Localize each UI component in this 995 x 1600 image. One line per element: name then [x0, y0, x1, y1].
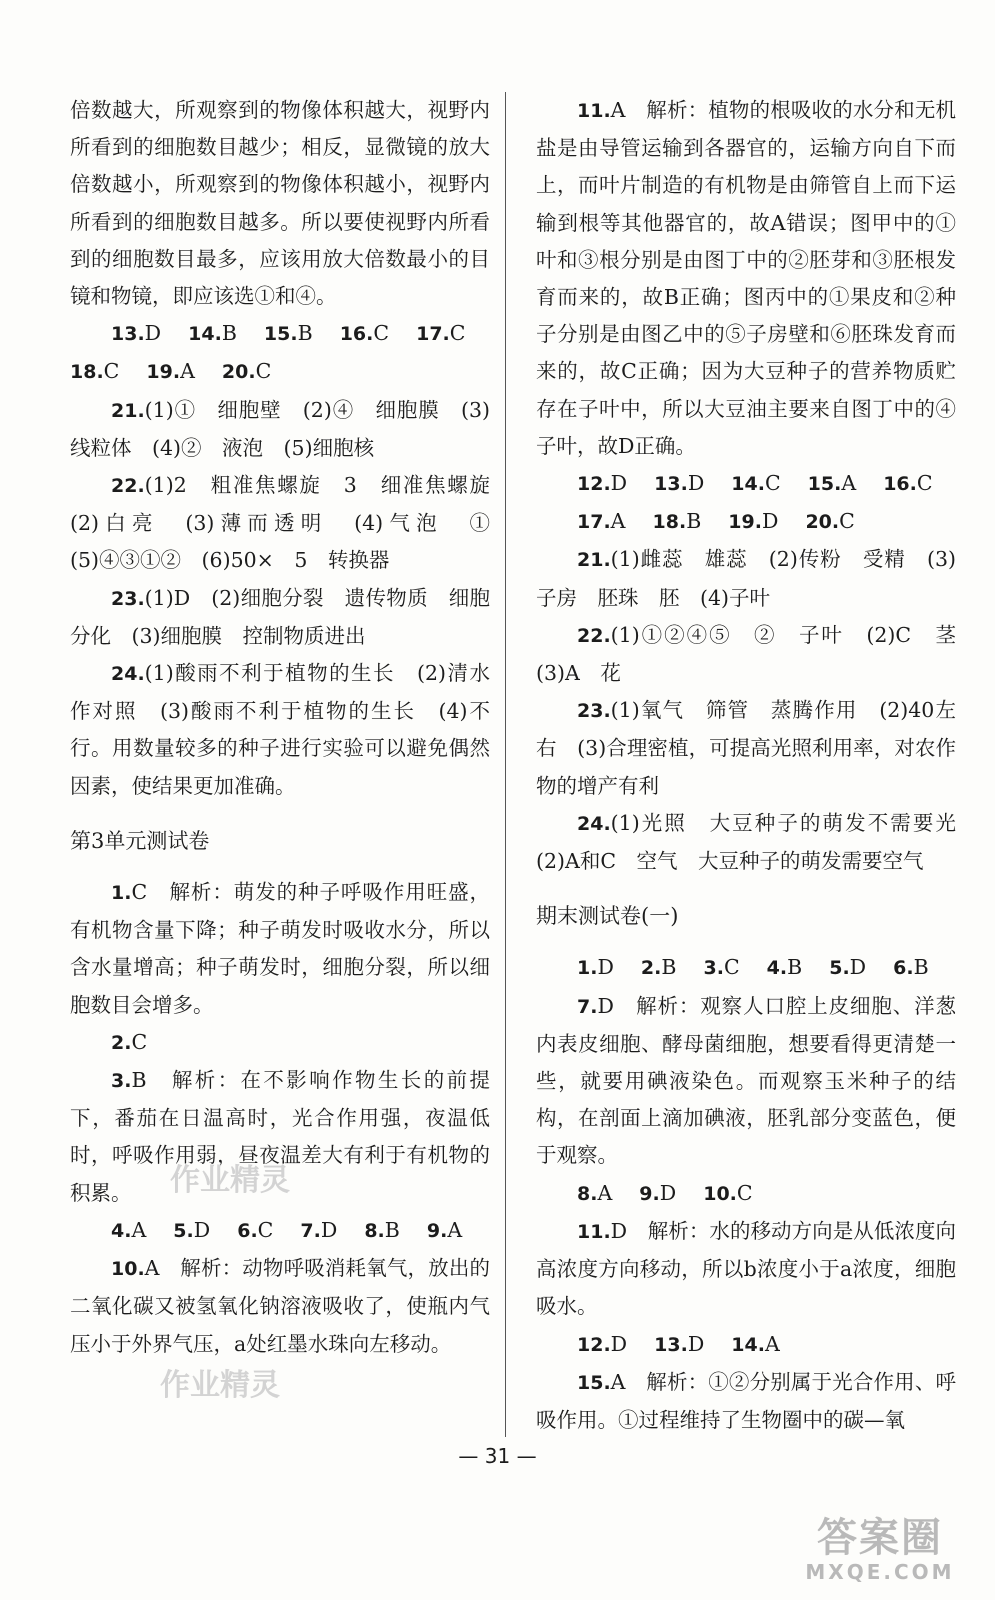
- answer-24: 24.(1)酸雨不利于植物的生长 (2)清水 作对照 (3)酸雨不利于植物的生长 (4)不行。用数量较多的种子进行实验可以避免偶然因素，使结果更加准确。: [70, 661, 511, 798]
- answer-u3-17-20: 17.A 18.B 19.D 20.C: [577, 509, 855, 534]
- answer-final-7: 7.D 解析：观察人口腔上皮细胞、洋葱内表皮细胞、酵母菌细胞，想要看得更清楚一些，就要用碘液染色。而观察玉米种子的结构，在剖面上滴加碘液，胚乳部分变蓝色，便于观察。: [536, 993, 956, 1168]
- answer-u3-22: 22.(1)①②④⑤ ② 子叶 (2)C 茎 (3)A 花: [536, 622, 977, 686]
- column-divider: [505, 92, 506, 1437]
- answer-u3-23: 23.(1)氧气 筛管 蒸腾作用 (2)40左右 (3)合理密植，可提高光照利用率，对农作物的增产有利: [536, 698, 956, 798]
- answer-u3-11: 11.A 解析：植物的根吸收的水分和无机盐是由导管运输到各器官的，运输方向自下而上，而叶片制造的有机物是由筛管自上而下运输到根等其他器官的，故A错误；图甲中的①叶和③根分别是由图丁中的②胚芽和③胚根发育而来的，故B正确；图丙中的①果皮和②种子分别是由图乙中的⑤子房壁和⑥胚珠发育而来的，故C正确；因为大豆种子的营养物质贮存在子叶中，所以大豆油主要来自图丁中的④子叶，故D正确。: [536, 98, 956, 458]
- answer-final-8-10: 8.A 9.D 10.C: [577, 1180, 753, 1205]
- answer-row-18-20: 18.C 19.A 20.C: [70, 359, 272, 384]
- section-title-final-exam: 期末测试卷(一): [536, 904, 679, 929]
- watermark-logo-title: 答案圈: [817, 1515, 943, 1561]
- answer-continuation: 倍数越大，所观察到的物像体积越大，视野内所看到的细胞数目越少；相反，显微镜的放大倍数越小，所观察到的物像体积越小，视野内所看到的细胞数目越多。所以要使视野内所看到的细胞数目最多，应该用放大倍数最小的目镜和物镜，即应该选①和④。: [70, 98, 490, 309]
- watermark-text: 作业精灵: [170, 1163, 290, 1198]
- answer-final-11: 11.D 解析：水的移动方向是从低浓度向高浓度方向移动，所以b浓度小于a浓度，细胞吸水。: [536, 1218, 956, 1319]
- answer-row-13-17: 13.D 14.B 15.B 16.C 17.C: [111, 321, 466, 346]
- page-number: — 31 —: [458, 1444, 537, 1468]
- answer-u3-12-16: 12.D 13.D 14.C 15.A 16.C: [577, 471, 933, 496]
- watermark-logo-url: MXQE.COM: [805, 1560, 955, 1584]
- answer-u3-10: 10.A 解析：动物呼吸消耗氧气，放出的二氧化碳又被氢氧化钠溶液吸收了，使瓶内气压小于外界气压，a处红墨水珠向左移动。: [70, 1256, 490, 1356]
- answer-u3-2: 2.C: [111, 1029, 148, 1054]
- answer-final-15: 15.A 解析：①②分别属于光合作用、呼吸作用。①过程维持了生物圈中的碳—氧: [536, 1369, 956, 1432]
- answer-23: 23.(1)D (2)细胞分裂 遗传物质 细胞分化 (3)细胞膜 控制物质进出: [70, 585, 490, 648]
- answer-u3-3: 3.B 解析：在不影响作物生长的前提下，番茄在日温高时，光合作用强，夜温低时，呼吸作用弱，昼夜温差大有利于有机物的积累。: [70, 1068, 490, 1205]
- right-column: [536, 92, 977, 1439]
- section-title-unit3: 第3单元测试卷: [70, 828, 210, 853]
- answer-u3-21: 21.(1)雌蕊 雄蕊 (2)传粉 受精 (3)子房 胚珠 胚 (4)子叶: [536, 547, 956, 610]
- answer-final-12-14: 12.D 13.D 14.A: [577, 1331, 780, 1356]
- answer-final-1-6: 1.D 2.B 3.C 4.B 5.D 6.B: [577, 955, 929, 980]
- answer-u3-1: 1.C 解析：萌发的种子呼吸作用旺盛，有机物含量下降；种子萌发时吸收水分，所以含水量增高；种子萌发时，细胞分裂，所以细胞数目会增多。: [70, 880, 490, 1017]
- answer-u3-24: 24.(1)光照 大豆种子的萌发不需要光 (2)A和C 空气 大豆种子的萌发需要空气: [536, 810, 977, 874]
- watermark-logo: [795, 1516, 965, 1584]
- answer-22: 22.(1)2 粗准焦螺旋 3 细准焦螺旋 (2)白亮 (3)薄而透明 (4)气泡 ① (5)④③①② (6)50× 5 转换器: [70, 473, 511, 573]
- answer-21: 21.(1)① 细胞壁 (2)④ 细胞膜 (3)线粒体 (4)② 液泡 (5)细胞核: [70, 397, 490, 460]
- watermark-text: 作业精灵: [160, 1368, 280, 1403]
- answer-u3-4-9: 4.A 5.D 6.C 7.D 8.B 9.A: [111, 1217, 463, 1242]
